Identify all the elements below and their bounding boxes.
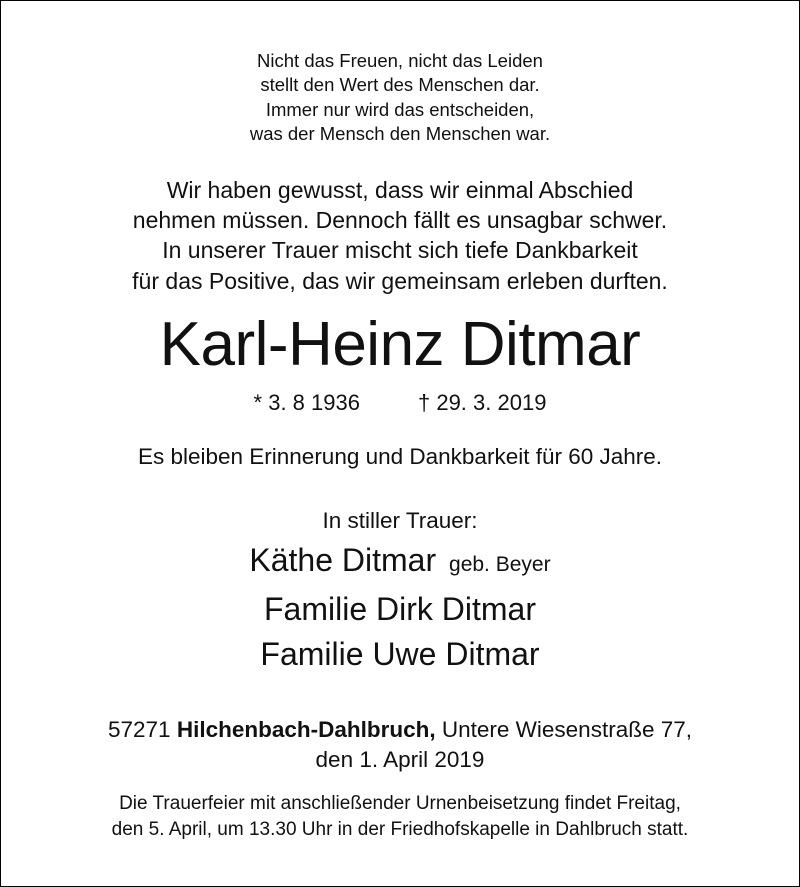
poem-line: was der Mensch den Menschen war. <box>249 122 551 144</box>
funeral-line: den 5. April, um 13.30 Uhr in der Friedhofskapelle in Dahlbruch statt. <box>111 819 689 840</box>
funeral-line: Die Trauerfeier mit anschließender Urnenbeisetzung findet Freitag, <box>119 793 681 814</box>
postcode: 57271 <box>107 717 171 742</box>
town: Hilchenbach-Dahlbruch, <box>176 717 436 742</box>
mourners-list <box>0 538 800 677</box>
intro-line: In unserer Trauer mischt sich tiefe Dankbarkeit <box>162 237 638 264</box>
mourner-primary-name: Käthe Ditmar <box>249 542 437 578</box>
remembrance-sentence: Es bleiben Erinnerung und Dankbarkeit für 60 Jahre. <box>137 444 663 469</box>
maiden-name: geb. Beyer <box>449 553 551 576</box>
death-date: † 29. 3. 2019 <box>417 390 547 415</box>
poem <box>0 49 800 146</box>
mourner-primary <box>0 538 800 587</box>
address-line <box>0 715 800 745</box>
poem-line: Immer nur wird das entscheiden, <box>265 98 535 120</box>
life-dates <box>0 388 800 418</box>
notice-date: den 1. April 2019 <box>315 747 485 772</box>
birth-date: * 3. 8 1936 <box>253 390 360 415</box>
poem-line: Nicht das Freuen, nicht das Leiden <box>257 50 543 71</box>
intro-line: nehmen müssen. Dennoch fällt es unsagbar schwer. <box>132 207 668 234</box>
intro-line: für das Positive, das wir gemeinsam erleben durften. <box>132 267 668 294</box>
intro-text <box>0 175 800 296</box>
funeral-notice <box>0 791 800 843</box>
street: Untere Wiesenstraße 77, <box>441 717 692 742</box>
poem-line: stellt den Wert des Menschen dar. <box>260 74 540 96</box>
deceased-name: Karl-Heinz Ditmar <box>159 310 641 379</box>
intro-line: Wir haben gewusst, dass wir einmal Abschied <box>166 177 634 203</box>
mourner-family: Familie Dirk Ditmar <box>264 591 536 627</box>
mourner-family: Familie Uwe Ditmar <box>260 636 540 672</box>
address <box>0 715 800 775</box>
mourners-label: In stiller Trauer: <box>322 508 478 533</box>
